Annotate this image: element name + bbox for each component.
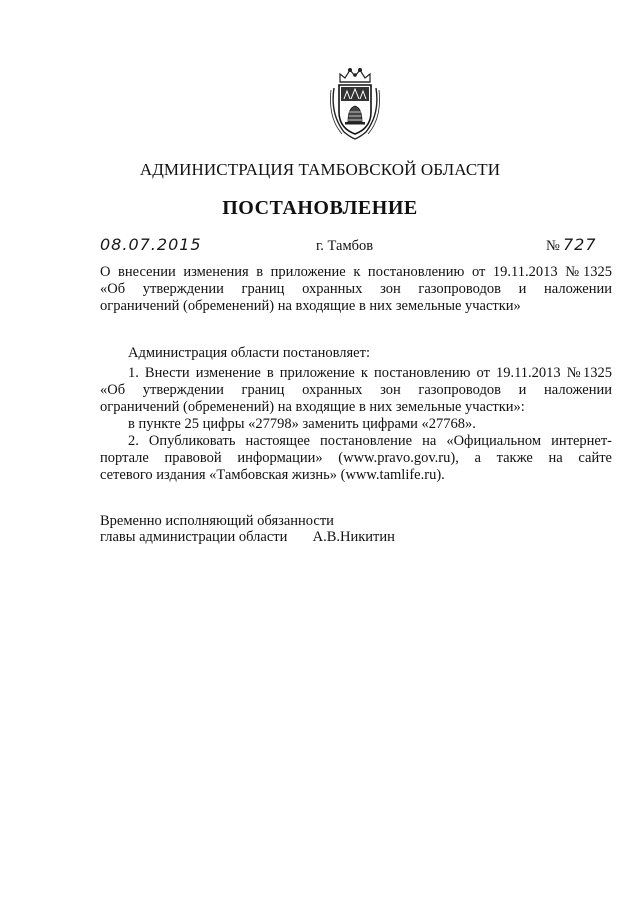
signature-block: [100, 513, 395, 545]
subject-line: «Об утверждении границ охранных зон газопроводов и наложении: [100, 281, 612, 297]
resolution-body: [100, 345, 612, 484]
coat-of-arms-icon: [328, 66, 382, 142]
organization-heading: АДМИНИСТРАЦИЯ ТАМБОВСКОЙ ОБЛАСТИ: [139, 160, 501, 179]
item-1-line: «Об утверждении границ охранных зон газопроводов и наложении: [100, 382, 612, 398]
subject-line: ограничений (обременений) на входящие в них земельные участки»: [100, 298, 521, 314]
item-2-line: 2. Опубликовать настоящее постановление на «Официальном интернет-: [128, 433, 612, 449]
document-type-title: ПОСТАНОВЛЕНИЕ: [222, 197, 418, 219]
signatory-name: А.В.Никитин: [312, 529, 395, 545]
number-label: №: [546, 238, 560, 254]
item-1-subpoint: в пункте 25 цифры «27798» заменить цифрами «27768».: [128, 416, 476, 432]
subject-block: [100, 264, 612, 315]
signatory-position: Временно исполняющий обязанности: [100, 513, 334, 529]
handwritten-date: 08.07.2015: [100, 235, 202, 254]
item-2-line: сетевого издания «Тамбовская жизнь» (www.tamlife.ru).: [100, 467, 445, 483]
preamble: Администрация области постановляет:: [128, 345, 370, 361]
item-2-line: портале правовой информации» (www.pravo.gov.ru), а также на сайте: [100, 450, 612, 466]
city-label: г. Тамбов: [316, 238, 374, 254]
signatory-position-2: главы администрации области: [100, 529, 288, 545]
subject-line: О внесении изменения в приложение к постановлению от 19.11.2013 №1325: [100, 264, 612, 280]
item-1-line: ограничений (обременений) на входящие в них земельные участки»:: [100, 399, 525, 415]
item-1-line: 1. Внести изменение в приложение к постановлению от 19.11.2013 №1325: [128, 365, 612, 381]
handwritten-number: 727: [563, 235, 597, 254]
